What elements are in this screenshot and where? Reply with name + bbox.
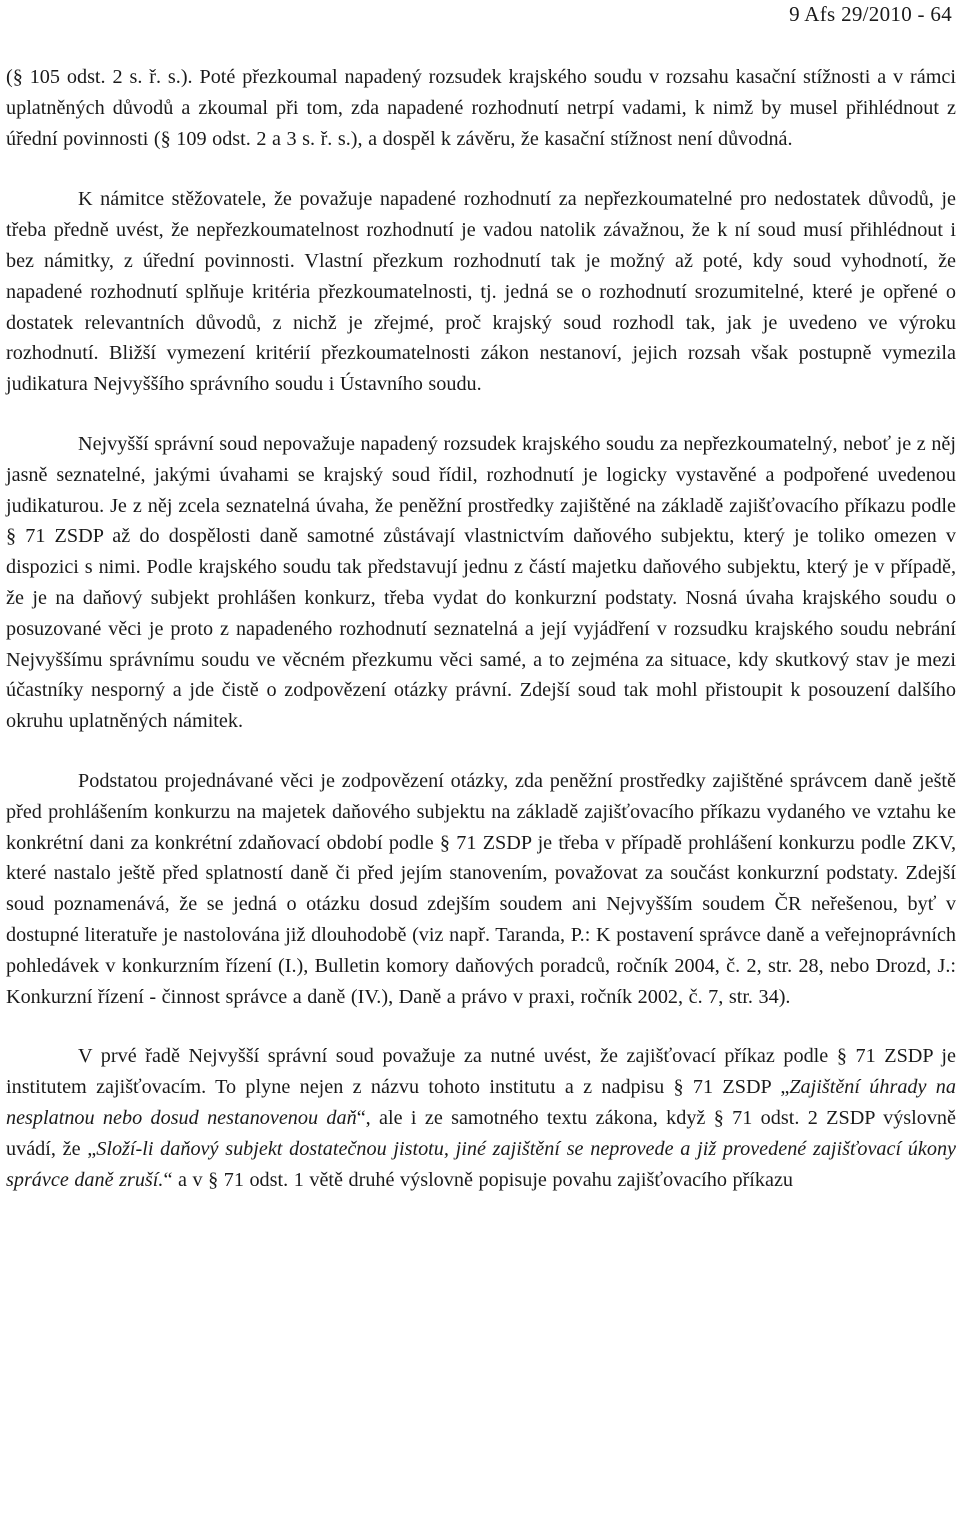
paragraph-5-tail: “ a v § 71 odst. 1 větě druhé výslovně popisuje povahu zajišťovacího příkazu <box>163 1168 794 1191</box>
statute-text-quote: Složí-li daňový subjekt dostatečnou jistotu, jiné zajištění se neprovede a již provedené zajišťovací úkony správce daně zruší. <box>6 1137 956 1191</box>
paragraph-3: Nejvyšší správní soud nepovažuje napadený rozsudek krajského soudu za nepřezkoumatelný, neboť je z něj jasně seznatelné, jakými úvahami se krajský soud řídil, rozhodnutí je logicky vystavěné a podpořené uvedenou judikaturou. Je z něj zcela seznatelná úvaha, že peněžní prostředky zajištěné na základě zajišťovacího příkazu podle § 71 ZSDP až do dospělosti daně samotné zůstávají vlastnictvím daňového subjektu, který je toliko omezen v dispozici s nimi. Podle krajského soudu tak představují jednu z částí majetku daňového subjektu, který je v případě, že je na daňový subjekt prohlášen konkurz, třeba vydat do konkurzní podstaty. Nosná úvaha krajského soudu o posuzované věci je proto z napadeného rozhodnutí seznatelná a její vyjádření v rozsudku krajského soudu nebrání Nejvyššímu správnímu soudu ve věcném přezkumu věci samé, a to zejména za situace, kdy skutkový stav je mezi účastníky nesporný a jde čistě o zodpovězení otázky právní. Zdejší soud tak mohl přistoupit k posouzení dalšího okruhu uplatněných námitek. <box>6 432 956 733</box>
paragraph-1: (§ 105 odst. 2 s. ř. s.). Poté přezkoumal napadený rozsudek krajského soudu v rozsahu kasační stížnosti a v rámci uplatněných důvodů a zkoumal při tom, zda napadené rozhodnutí netrpí vadami, k nimž by musel přihlédnout z úřední povinnosti (§ 109 odst. 2 a 3 s. ř. s.), a dospěl k závěru, že kasační stížnost není důvodná. <box>6 66 956 150</box>
paragraph-5 <box>6 1041 956 1195</box>
paragraph-5-lead: V prvé řadě Nejvyšší správní soud považuje za nutné uvést, že zajišťovací příkaz podle § 71 ZSDP je institutem zajišťovacím. To plyne nejen z názvu tohoto institutu a z nadpisu § 71 ZSDP „ <box>6 1045 956 1099</box>
statute-heading-quote: Zajištění úhrady na nesplatnou nebo dosud nestanovenou daň <box>6 1076 956 1129</box>
paragraph-4: Podstatou projednávané věci je zodpovězení otázky, zda peněžní prostředky zajištěné správcem daně ještě před prohlášením konkurzu na majetek daňového subjektu na základě zajišťovacího příkazu vydaného ve vztahu ke konkrétní dani za konkrétní zdaňovací období podle § 71 ZSDP je třeba v případě prohlášení konkurzu podle ZKV, které nastalo ještě před splatností daně či před jejím stanovením, považovat za součást konkurzní podstaty. Zdejší soud poznamenává, že se jedná o otázku dosud zdejším soudem ani Nejvyšším soudem ČR neřešenou, byť v dostupné literatuře je nastolována již dlouhodobě (viz např. Taranda, P.: K postavení správce daně a veřejnoprávních pohledávek v konkurzním řízení (I.), Bulletin komory daňových poradců, ročník 2004, č. 2, str. 28, nebo Drozd, J.: Konkurzní řízení - činnost správce a daně (IV.), Daně a právo v praxi, ročník 2002, č. 7, str. 34). <box>6 769 956 1008</box>
paragraph-2: K námitce stěžovatele, že považuje napadené rozhodnutí za nepřezkoumatelné pro nedostatek důvodů, je třeba předně uvést, že nepřezkoumatelnost rozhodnutí je vadou natolik závažnou, že k ní soud musí přihlédnout i bez námitky, z úřední povinnosti. Vlastní přezkum rozhodnutí tak je možný až poté, kdy soud vyhodnotí, že napadené rozhodnutí splňuje kritéria přezkoumatelnosti, tj. jedná se o rozhodnutí srozumitelné, které je opřené o dostatek relevantních důvodů, z nichž je zřejmé, proč krajský soud rozhodl tak, jak je uvedeno ve výroku rozhodnutí. Bližší vymezení kritérií přezkoumatelnosti zákon nestanoví, jejich rozsah však postupně vymezila judikatura Nejvyššího správního soudu i Ústavního soudu. <box>6 188 956 396</box>
document-body <box>6 62 956 1195</box>
paragraph-5-middle: “, ale i ze samotného textu zákona, když § 71 odst. 2 ZSDP výslovně uvádí, že „ <box>6 1106 956 1160</box>
document-reference: 9 Afs 29/2010 - 64 <box>789 2 952 26</box>
